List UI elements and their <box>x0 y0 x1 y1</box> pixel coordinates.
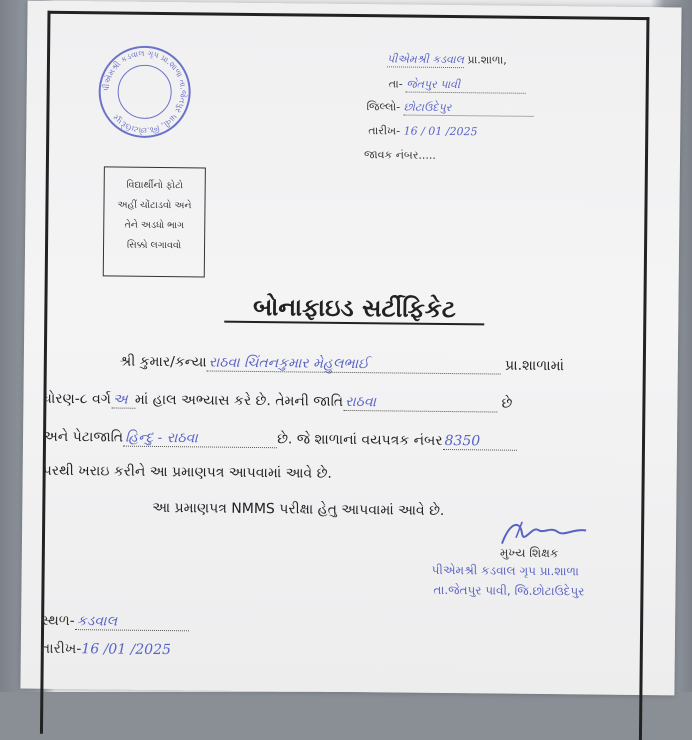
signatory-address: તા.જેતપુર પાવી, જિ.છોટાઉદેપુર <box>433 582 585 599</box>
date-line: તારીખ- 16 / 01 /2025 <box>368 124 478 139</box>
school-stamp <box>98 45 191 138</box>
signatory-role: મુખ્ય શિક્ષક <box>499 545 559 561</box>
certificate-title: બોનાફાઇડ સર્ટીફિકેટ <box>224 293 484 326</box>
certificate-sheet <box>20 1 681 696</box>
outward-number-line: જાવક નંબર..... <box>363 148 437 162</box>
photo-placeholder-box: વિદ્યાર્થીનો ફોટો અહીં ચોંટાડવો અને તેને અડધો ભાગ સિક્કો લગાવવો <box>103 166 206 277</box>
place-line: સ્થળ- કડવાલ <box>41 613 189 632</box>
taluka-line: તા- જેતપુર પાવી <box>389 77 527 93</box>
body-line-3: અને પેટાજાતિ હિન્દુ - રાઠવા છે. જે શાળાનાં વયપત્રક નંબર 8350 <box>43 429 517 451</box>
district-line: જિલ્લો- છોટાઉદેપુર <box>366 100 533 117</box>
body-line-5: આ પ્રમાણપત્ર NMMS પરીક્ષા હેતુ આપવામાં આવે છે. <box>152 499 445 519</box>
body-line-1: શ્રી કુમાર/કન્યા રાઠવા ચિંતનકુમાર મેહુલભાઈ પ્રા.શાળામાં <box>119 353 565 375</box>
body-line-2: ધોરણ-૮ વર્ગ અ માં હાલ અભ્યાસ કરે છે. તેમની જાતિ રાઠવા છે <box>43 390 513 412</box>
footer-date-line: તારીખ-16 /01 /2025 <box>40 640 172 659</box>
svg-text:પીએમશ્રી કડવાલ ગૃપ પ્રા.શાળા ત: પીએમશ્રી કડવાલ ગૃપ પ્રા.શાળા તા.જેતપુર પાવી, જિ.છોટાઉદેપુર <box>101 48 188 135</box>
school-name-line: પીએમશ્રી કડવાલ પ્રા.શાળા, <box>386 52 507 67</box>
stamp-text <box>100 47 189 136</box>
signatory-school: પીએમશ્રી કડવાલ ગૃપ પ્રા.શાળા <box>431 562 579 579</box>
body-line-4: પરથી ખરાઇ કરીને આ પ્રમાણપત્ર આપવામાં આવે છે. <box>42 462 332 482</box>
